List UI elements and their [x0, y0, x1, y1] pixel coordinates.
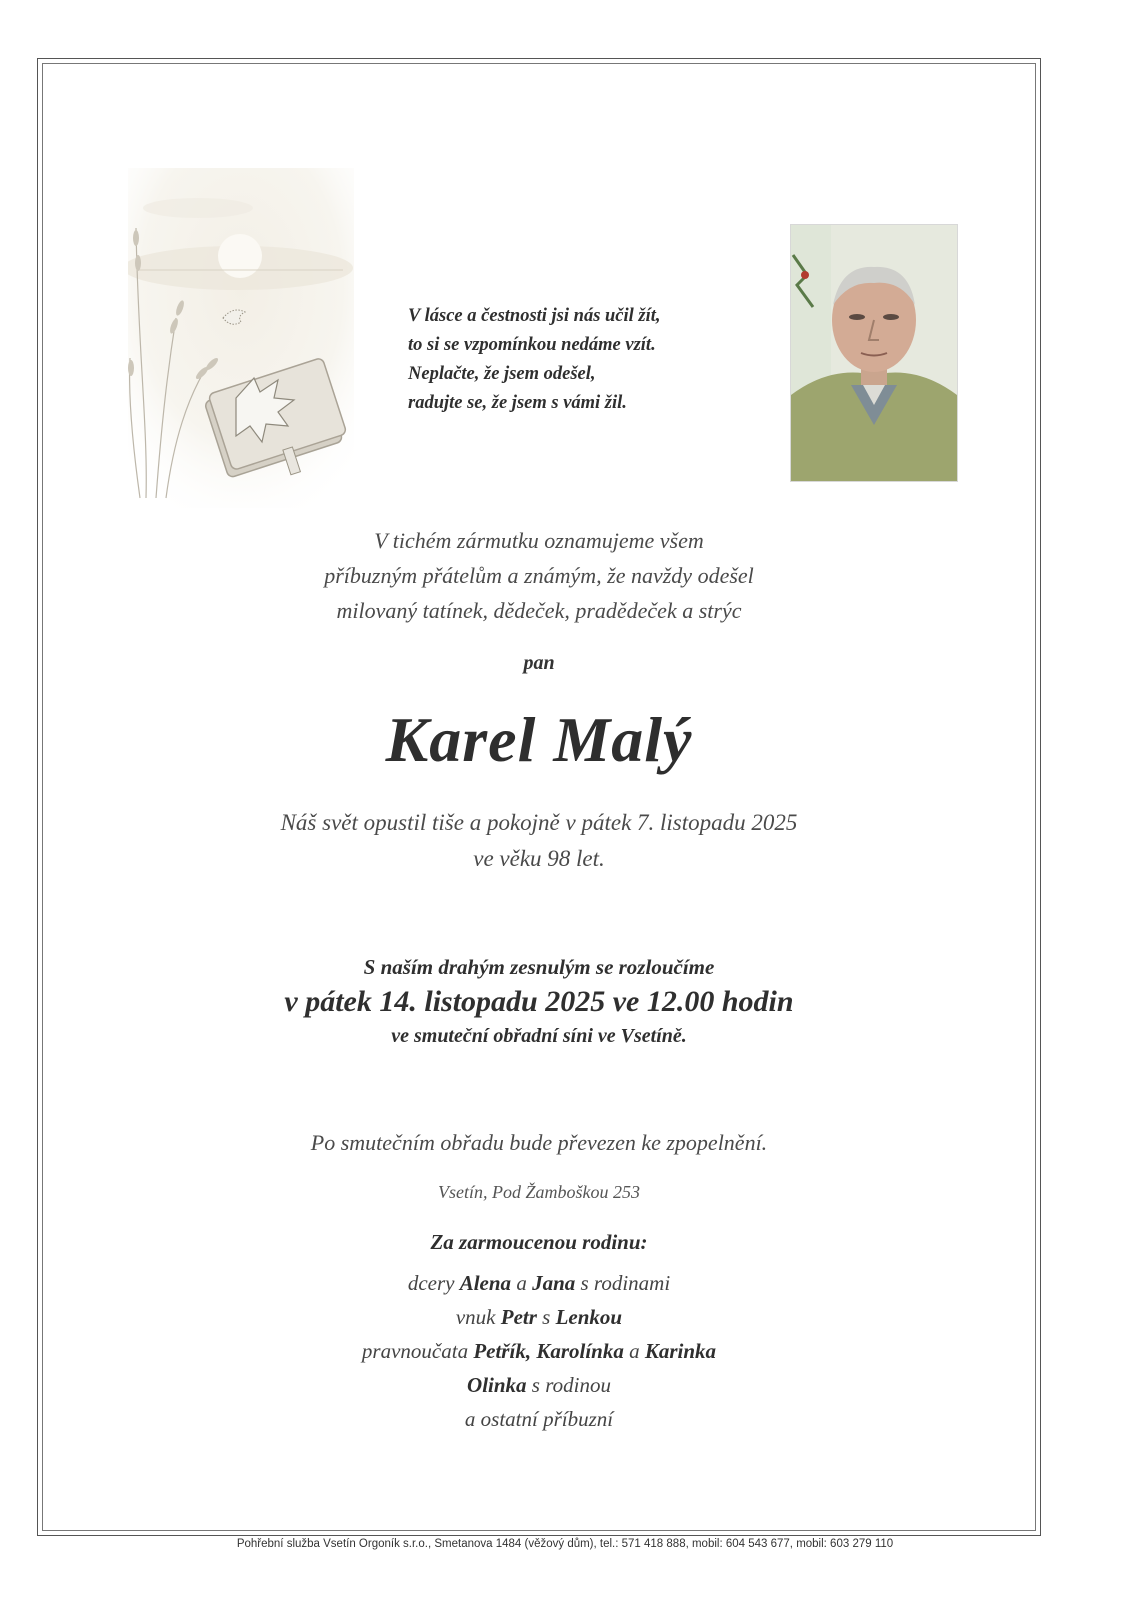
memorial-verse	[408, 302, 768, 418]
family-relation-text: s rodinami	[575, 1271, 671, 1295]
intro-line: příbuzným přátelům a známým, že navždy odešel	[324, 563, 754, 588]
family-member-name: Petřík, Karolínka	[473, 1339, 624, 1363]
deceased-name: Karel Malý	[385, 704, 693, 775]
family-member-name: Karinka	[644, 1339, 717, 1363]
family-line	[42, 1402, 1036, 1436]
family-line	[42, 1368, 1036, 1402]
sunset-book-leaf-dove-illustration-icon	[128, 168, 354, 508]
cremation-note: Po smutečním obřadu bude převezen ke zpopelnění.	[310, 1130, 768, 1155]
family-relation-text: s rodinou	[526, 1373, 611, 1397]
family-member-name: Jana	[532, 1271, 576, 1295]
family-member-name: Lenkou	[555, 1305, 623, 1329]
family-list	[42, 1266, 1036, 1436]
verse-line: radujte se, že jsem s vámi žil.	[408, 393, 627, 413]
address: Vsetín, Pod Žamboškou 253	[438, 1182, 640, 1202]
honorific: pan	[523, 652, 555, 674]
death-info	[42, 805, 1036, 877]
intro-line: milovaný tatínek, dědeček, pradědeček a strýc	[336, 598, 742, 623]
verse-line: to si se vzpomínkou nedáme vzít.	[408, 335, 656, 355]
family-relation-text: a	[623, 1339, 645, 1363]
family-member-name: Petr	[500, 1305, 537, 1329]
verse-line: V lásce a čestnosti jsi nás učil žít,	[408, 306, 661, 326]
family-heading: Za zarmoucenou rodinu:	[430, 1230, 648, 1254]
intro-line: V tichém zármutku oznamujeme všem	[374, 528, 704, 553]
family-relation-text: s	[536, 1305, 556, 1329]
funeral-location: ve smuteční obřadní síni ve Vsetíně.	[391, 1025, 687, 1047]
announcement-intro	[42, 523, 1036, 628]
funeral-datetime: v pátek 14. listopadu 2025 ve 12.00 hodin	[284, 985, 794, 1018]
death-age-line: ve věku 98 let.	[473, 846, 605, 871]
verse-line: Neplačte, že jsem odešel,	[408, 364, 596, 384]
family-relation-text: a ostatní příbuzní	[464, 1407, 614, 1431]
family-member-name: Alena	[459, 1271, 512, 1295]
family-member-name: Olinka	[467, 1373, 527, 1397]
family-line	[42, 1300, 1036, 1334]
family-relation-text: vnuk	[455, 1305, 501, 1329]
portrait-photo-icon	[790, 224, 958, 482]
family-relation-text: dcery	[407, 1271, 460, 1295]
family-relation-text: a	[511, 1271, 533, 1295]
family-line	[42, 1266, 1036, 1300]
funeral-intro: S naším drahým zesnulým se rozloučíme	[363, 955, 715, 979]
death-date-line: Náš svět opustil tiše a pokojně v pátek 7. listopadu 2025	[280, 810, 798, 835]
family-line	[42, 1334, 1036, 1368]
funeral-service-footer: Pohřební služba Vsetín Orgoník s.r.o., Smetanova 1484 (věžový dům), tel.: 571 418 888, mobil: 604 543 677, mobil: 603 279 110	[236, 1538, 894, 1550]
family-relation-text: pravnoučata	[361, 1339, 474, 1363]
